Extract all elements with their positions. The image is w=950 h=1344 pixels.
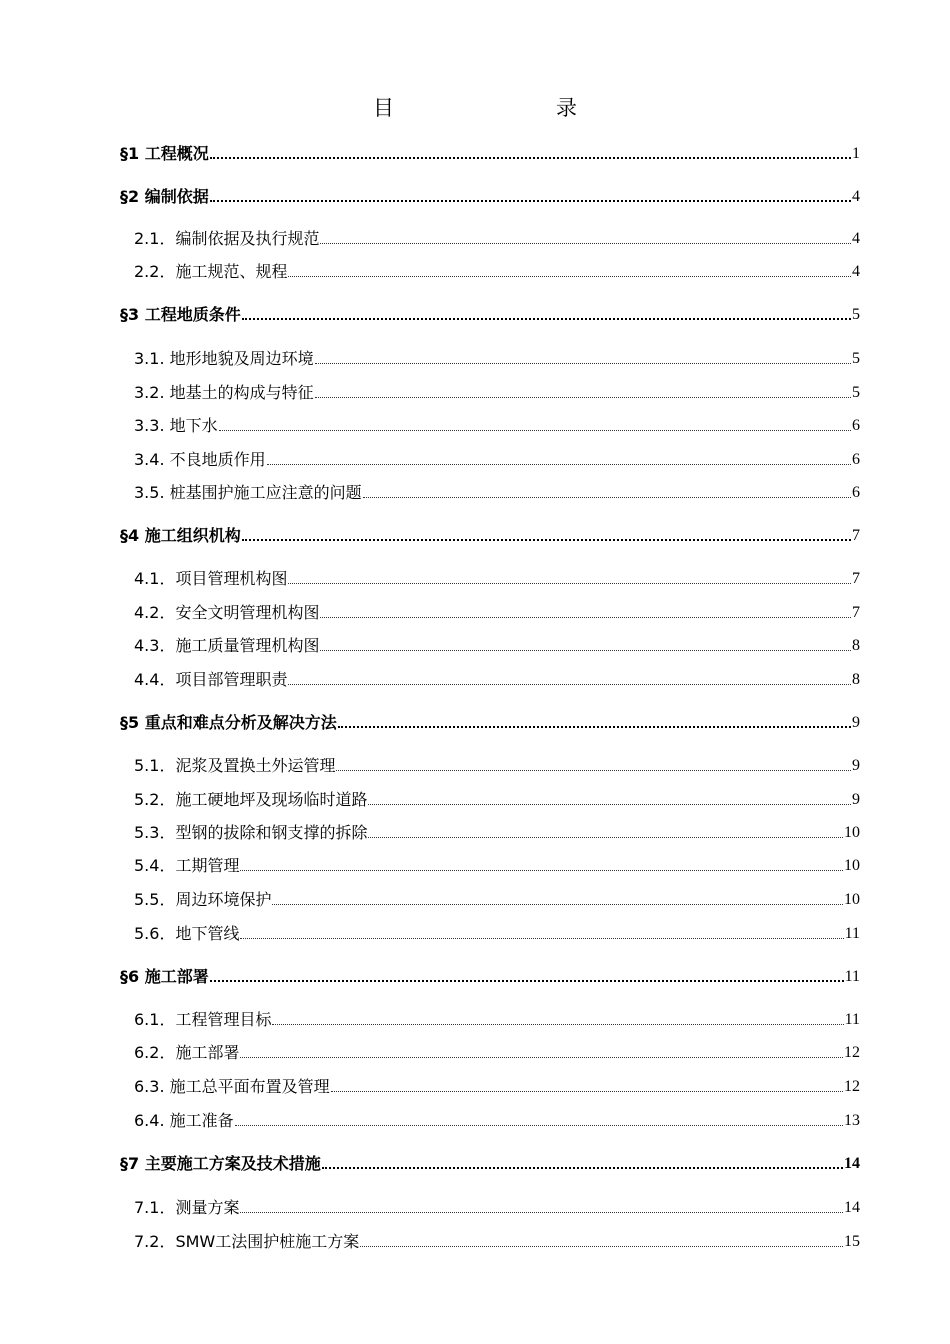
toc-entry[interactable] xyxy=(134,345,860,369)
toc-entry[interactable] xyxy=(120,1150,860,1174)
toc-entry-title: 5.5．周边环境保护 xyxy=(134,890,272,909)
toc-entry-page-number: 6 xyxy=(852,417,860,434)
toc-entry-title: §5 重点和难点分析及解决方法 xyxy=(120,713,337,732)
toc-entry-page-number: 10 xyxy=(844,891,860,908)
toc-entry[interactable] xyxy=(134,1039,860,1063)
toc-entry-page-number: 8 xyxy=(852,671,860,688)
dot-leader xyxy=(320,243,851,244)
toc-entry-title: 3.4. 不良地质作用 xyxy=(134,450,266,469)
toc-entry-title: §3 工程地质条件 xyxy=(120,305,241,324)
toc-entry[interactable] xyxy=(134,1228,860,1252)
toc-entry-title: 2.1．编制依据及执行规范 xyxy=(134,229,320,248)
dot-leader xyxy=(210,200,851,202)
toc-entry[interactable] xyxy=(134,632,860,656)
toc-entry-page-number: 12 xyxy=(844,1078,860,1095)
toc-entry-title: 4.3．施工质量管理机构图 xyxy=(134,636,320,655)
toc-entry-title: 7.2．SMW工法围护桩施工方案 xyxy=(134,1232,360,1251)
dot-leader xyxy=(288,276,851,277)
toc-entry-page-number: 4 xyxy=(852,188,860,205)
toc-entry[interactable] xyxy=(134,786,860,810)
toc-entry-page-number: 9 xyxy=(852,714,860,731)
toc-entry-title: 6.4. 施工准备 xyxy=(134,1111,234,1130)
toc-entry-page-number: 8 xyxy=(852,637,860,654)
toc-entry-title: 2.2．施工规范、规程 xyxy=(134,262,288,281)
toc-entry-page-number: 7 xyxy=(852,570,860,587)
dot-leader xyxy=(368,804,851,805)
toc-entry-page-number: 6 xyxy=(852,451,860,468)
toc-entry-page-number: 5 xyxy=(852,306,860,323)
dot-leader xyxy=(336,770,851,771)
toc-entry-page-number: 5 xyxy=(852,384,860,401)
toc-entry-title: 7.1．测量方案 xyxy=(134,1198,240,1217)
toc-entry[interactable] xyxy=(120,183,860,207)
toc-entry-title: 4.1．项目管理机构图 xyxy=(134,569,288,588)
toc-entry[interactable] xyxy=(120,963,860,987)
toc-entry[interactable] xyxy=(134,920,860,944)
dot-leader xyxy=(363,497,851,498)
toc-entry-title: 6.3. 施工总平面布置及管理 xyxy=(134,1077,330,1096)
dot-leader xyxy=(272,1024,843,1025)
toc-entry[interactable] xyxy=(120,522,860,546)
toc-entry-title: 3.3. 地下水 xyxy=(134,416,218,435)
toc-entry-title: §6 施工部署 xyxy=(120,967,209,986)
toc-entry[interactable] xyxy=(134,666,860,690)
dot-leader xyxy=(331,1091,843,1092)
toc-entry-page-number: 7 xyxy=(852,604,860,621)
toc-entry-title: 3.5. 桩基围护施工应注意的问题 xyxy=(134,483,362,502)
dot-leader xyxy=(322,1167,843,1169)
toc-entry[interactable] xyxy=(134,1194,860,1218)
toc-entry-page-number: 6 xyxy=(852,484,860,501)
toc-entry[interactable] xyxy=(134,446,860,470)
toc-entry[interactable] xyxy=(120,709,860,733)
toc-entry-page-number: 7 xyxy=(852,527,860,544)
toc-entry[interactable] xyxy=(134,565,860,589)
toc-entry[interactable] xyxy=(120,301,860,325)
toc-entry-title: §7 主要施工方案及技术措施 xyxy=(120,1154,321,1173)
dot-leader xyxy=(240,1212,843,1213)
dot-leader xyxy=(210,157,851,159)
toc-entry-page-number: 14 xyxy=(844,1199,860,1216)
toc-entry-page-number: 15 xyxy=(844,1233,860,1250)
toc-entry[interactable] xyxy=(134,852,860,876)
toc-entry[interactable] xyxy=(120,140,860,164)
toc-entry-title: 6.2．施工部署 xyxy=(134,1043,240,1062)
dot-leader xyxy=(315,363,851,364)
toc-entry-title: §1 工程概况 xyxy=(120,144,209,163)
dot-leader xyxy=(240,938,843,939)
toc-entry[interactable] xyxy=(134,479,860,503)
toc-entry-page-number: 13 xyxy=(844,1112,860,1129)
dot-leader xyxy=(210,980,844,982)
toc-entry-title: 5.3．型钢的拔除和钢支撑的拆除 xyxy=(134,823,368,842)
toc-entry-page-number: 12 xyxy=(844,1044,860,1061)
toc-entry-page-number: 9 xyxy=(852,791,860,808)
toc-entry-page-number: 5 xyxy=(852,350,860,367)
toc-entry-page-number: 4 xyxy=(852,230,860,247)
dot-leader xyxy=(272,904,843,905)
dot-leader xyxy=(288,684,851,685)
toc-entry-page-number: 1 xyxy=(852,145,860,162)
toc-entry-title: §2 编制依据 xyxy=(120,187,209,206)
toc-entry-title: 5.1．泥浆及置换土外运管理 xyxy=(134,756,336,775)
toc-entry[interactable] xyxy=(134,1006,860,1030)
dot-leader xyxy=(219,430,851,431)
toc-entry-title: §4 施工组织机构 xyxy=(120,526,241,545)
toc-entry-title: 5.4．工期管理 xyxy=(134,856,240,875)
toc-entry-title: 4.4．项目部管理职责 xyxy=(134,670,288,689)
toc-entry-page-number: 11 xyxy=(844,925,860,942)
toc-entry-page-number: 10 xyxy=(844,857,860,874)
toc-entry-page-number: 11 xyxy=(844,1011,860,1028)
toc-entry-page-number: 4 xyxy=(852,263,860,280)
dot-leader xyxy=(360,1246,843,1247)
toc-entry-title: 3.2. 地基土的构成与特征 xyxy=(134,383,314,402)
toc-entry-title: 4.2．安全文明管理机构图 xyxy=(134,603,320,622)
dot-leader xyxy=(240,1057,843,1058)
dot-leader xyxy=(240,870,843,871)
dot-leader xyxy=(242,539,851,541)
dot-leader xyxy=(288,583,851,584)
toc-entry-title: 5.2．施工硬地坪及现场临时道路 xyxy=(134,790,368,809)
dot-leader xyxy=(235,1125,843,1126)
dot-leader xyxy=(267,464,851,465)
toc-entry-page-number: 14 xyxy=(844,1155,860,1172)
toc-entry-page-number: 10 xyxy=(844,824,860,841)
toc-entry-page-number: 11 xyxy=(844,968,860,985)
dot-leader xyxy=(338,726,851,728)
toc-entry[interactable] xyxy=(134,379,860,403)
dot-leader xyxy=(320,650,851,651)
toc-entry[interactable] xyxy=(134,1073,860,1097)
toc-entry[interactable] xyxy=(134,225,860,249)
toc-entry[interactable] xyxy=(134,752,860,776)
toc-entry-page-number: 9 xyxy=(852,757,860,774)
toc-entry[interactable] xyxy=(134,886,860,910)
toc-entry[interactable] xyxy=(134,1107,860,1131)
dot-leader xyxy=(368,837,843,838)
dot-leader xyxy=(242,318,851,320)
toc-entry-title: 5.6．地下管线 xyxy=(134,924,240,943)
toc-entry[interactable] xyxy=(134,599,860,623)
toc-entry[interactable] xyxy=(134,258,860,282)
dot-leader xyxy=(320,617,851,618)
page-title: 目 录 xyxy=(373,96,617,120)
toc-entry-title: 3.1. 地形地貌及周边环境 xyxy=(134,349,314,368)
toc-entry[interactable] xyxy=(134,819,860,843)
toc-entry-title: 6.1．工程管理目标 xyxy=(134,1010,272,1029)
toc-entry[interactable] xyxy=(134,412,860,436)
dot-leader xyxy=(315,397,851,398)
